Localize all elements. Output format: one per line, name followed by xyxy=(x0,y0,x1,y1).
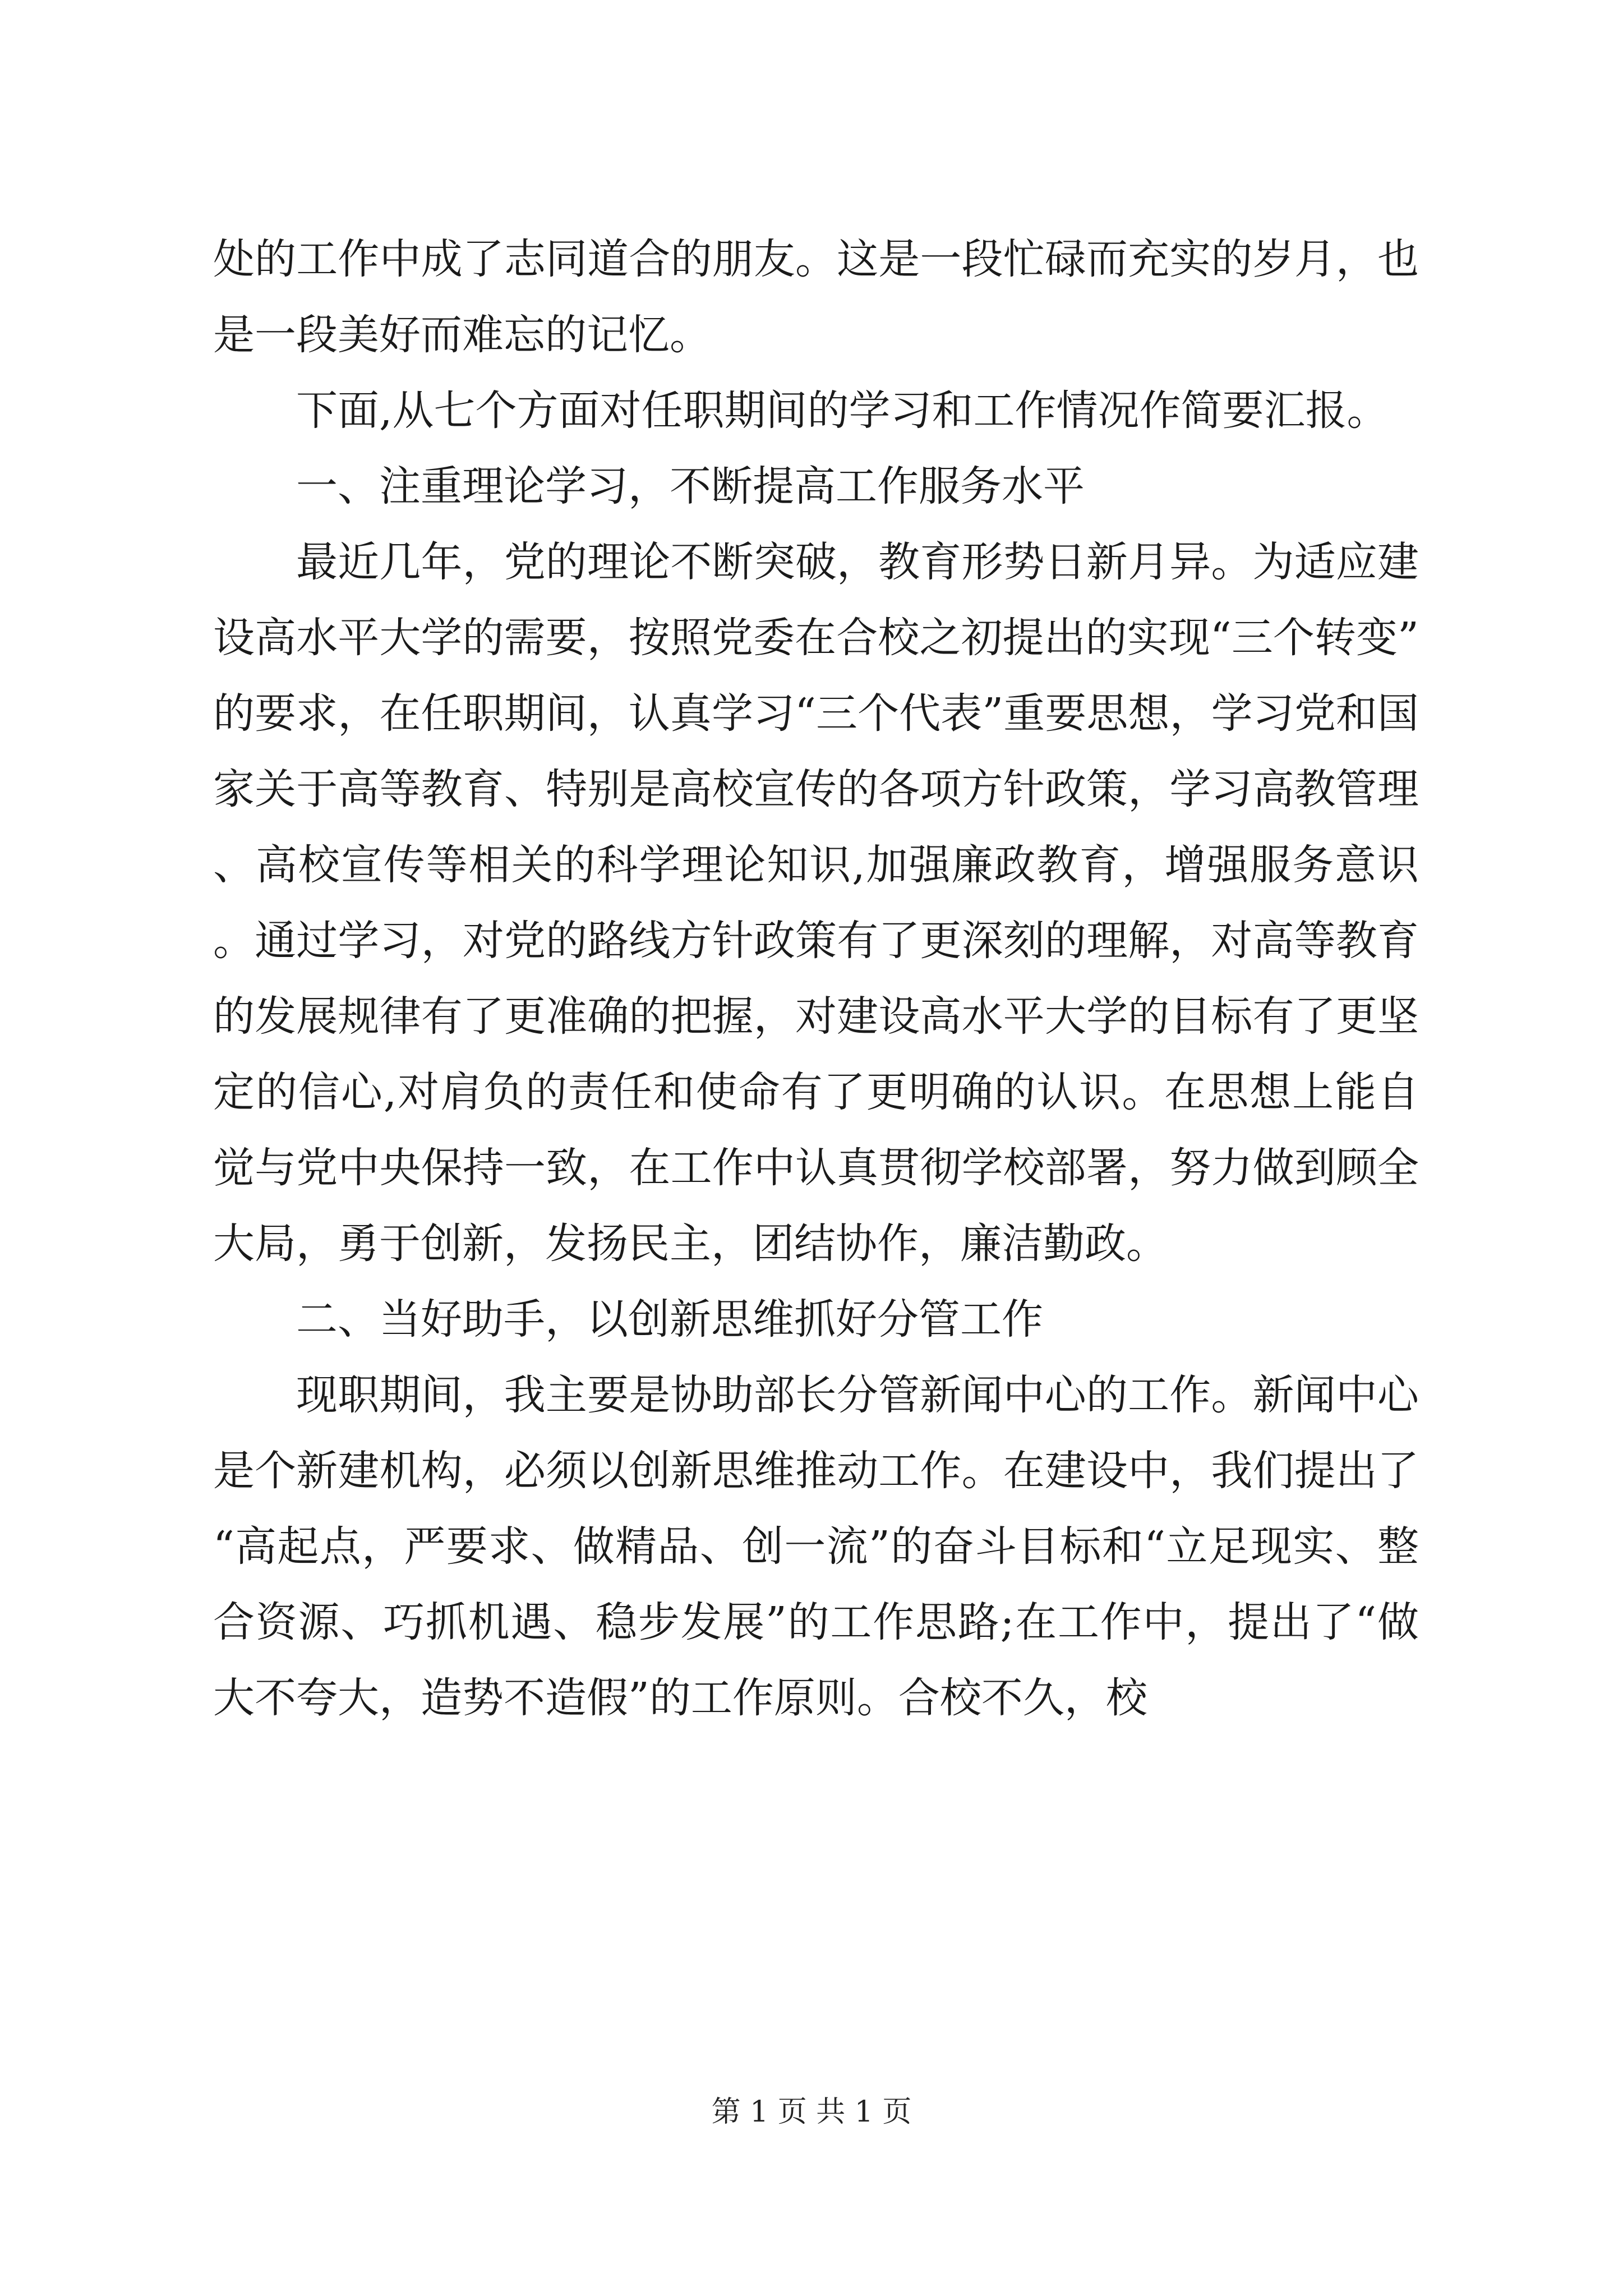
document-body xyxy=(213,222,1419,1736)
paragraph-section-1: 最近几年，党的理论不断突破，教育形势日新月异。为适应建设高水平大学的需要，按照党委在合校之初提出的实现“三个转变”的要求，在任职期间，认真学习“三个代表”重要思想，学习党和国家关于高等教育、特别是高校宣传的各项方针政策，学习高教管理、高校宣传等相关的科学理论知识,加强廉政教育，增强服务意识。通过学习，对党的路线方针政策有了更深刻的理解，对高等教育的发展规律有了更准确的把握，对建设高水平大学的目标有了更坚定的信心,对肩负的责任和使命有了更明确的认识。在思想上能自觉与党中央保持一致，在工作中认真贯彻学校部署，努力做到顾全大局，勇于创新，发扬民主，团结协作，廉洁勤政。 xyxy=(213,538,1419,1268)
paragraph-intro: 下面,从七个方面对任职期间的学习和工作情况作简要汇报。 xyxy=(296,386,1389,435)
paragraph-continuation: 处的工作中成了志同道合的朋友。这是一段忙碌而充实的岁月，也是一段美好而难忘的记忆。 xyxy=(213,235,1419,359)
paragraph-section-2: 现职期间，我主要是协助部长分管新闻中心的工作。新闻中心是个新建机构，必须以创新思维推动工作。在建设中，我们提出了“高起点，严要求、做精品、创一流”的奋斗目标和“立足现实、整合资源、巧抓机遇、稳步发展”的工作思路;在工作中，提出了“做大不夸大，造势不造假”的工作原则。合校不久，校 xyxy=(213,1371,1419,1722)
section-heading-1: 一、注重理论学习，不断提高工作服务水平 xyxy=(296,462,1085,510)
page-footer: 第 1 页 共 1 页 xyxy=(711,2095,912,2129)
section-heading-2: 二、当好助手，以创新思维抓好分管工作 xyxy=(296,1295,1043,1343)
